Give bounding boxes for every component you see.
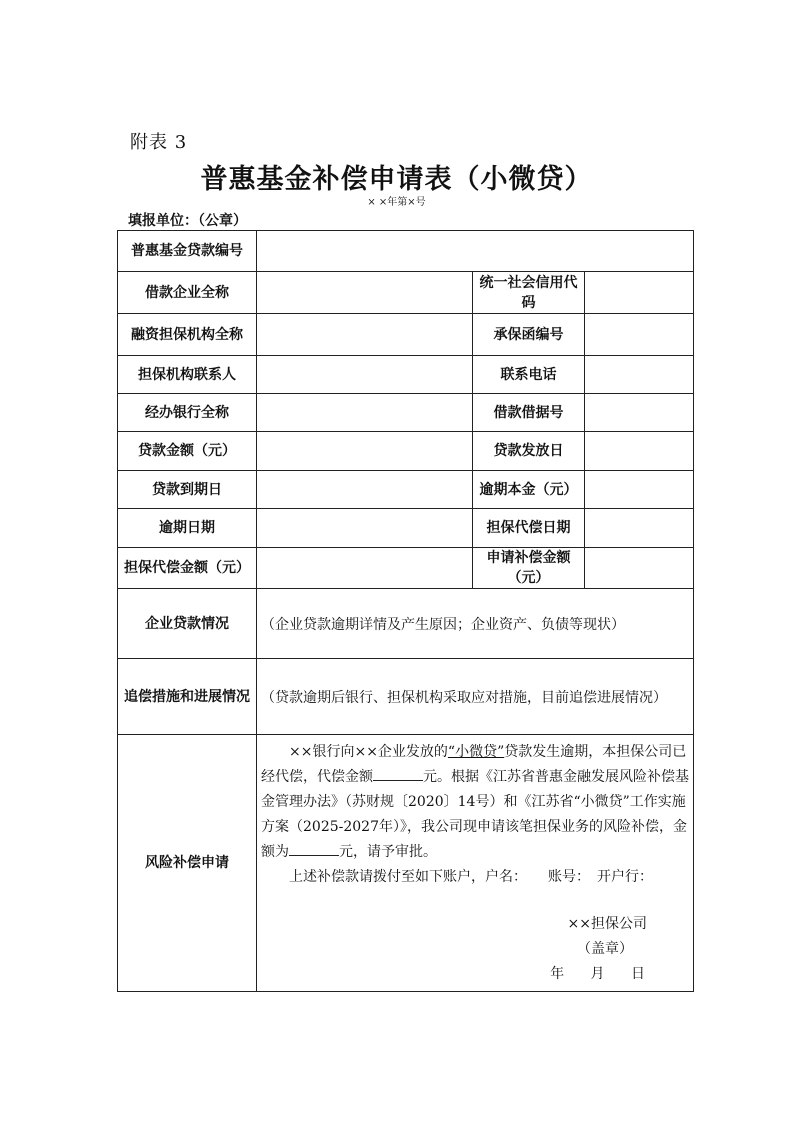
guarantor-contact-field[interactable] — [257, 356, 473, 394]
table-row — [118, 659, 694, 735]
issue-date-label: 贷款发放日 — [473, 432, 585, 471]
application-text-3: 元。根据《江苏省普惠金融发展风险补偿基金管理办法》（苏财规〔2020〕14号）和《江苏省“小微贷”工作实施方案（2025-2027年）》，我公司现申请该笔担保业务的风险补偿，金额为 — [261, 768, 689, 860]
guarantor-contact-label: 担保机构联系人 — [118, 356, 257, 394]
iou-number-field[interactable] — [585, 394, 694, 432]
iou-number-label: 借款借据号 — [473, 394, 585, 432]
table-row — [118, 394, 694, 432]
table-row — [118, 231, 694, 272]
table-row — [118, 432, 694, 471]
loan-amount-field[interactable] — [257, 432, 473, 471]
table-row — [118, 509, 694, 548]
guarantee-letter-no-label: 承保函编号 — [473, 314, 585, 356]
annex-label: 附表 3 — [130, 132, 188, 153]
filling-unit-label: 填报单位：（公章） — [128, 213, 247, 229]
borrower-name-label: 借款企业全称 — [118, 272, 257, 314]
guarantor-name-label: 融资担保机构全称 — [118, 314, 257, 356]
due-date-label: 贷款到期日 — [118, 471, 257, 509]
overdue-principal-label: 逾期本金（元） — [473, 471, 585, 509]
loan-amount-label: 贷款金额（元） — [118, 432, 257, 471]
recovery-field[interactable]: （贷款逾期后银行、担保机构采取应对措施，目前追偿进展情况） — [257, 659, 694, 735]
seal-label: （盖章） — [577, 940, 633, 957]
risk-application-label: 风险补偿申请 — [118, 735, 257, 992]
table-row — [118, 471, 694, 509]
signer-name: ××担保公司 — [567, 915, 647, 932]
borrower-name-field[interactable] — [257, 272, 473, 314]
requested-amount-blank[interactable] — [289, 841, 339, 856]
overdue-date-field[interactable] — [257, 509, 473, 548]
guarantee-letter-no-field[interactable] — [585, 314, 694, 356]
table-row — [118, 314, 694, 356]
loan-number-label: 普惠基金贷款编号 — [118, 231, 257, 272]
recovery-label: 追偿措施和进展情况 — [118, 659, 257, 735]
compensation-amount-field[interactable] — [257, 548, 473, 589]
application-text-2: 贷款发生逾期，本担保公司已经代偿，代偿金额 — [261, 743, 687, 785]
compensation-date-label: 担保代偿日期 — [473, 509, 585, 548]
loan-status-label: 企业贷款情况 — [118, 589, 257, 659]
product-name: “小微贷” — [447, 743, 505, 760]
table-row — [118, 735, 694, 992]
due-date-field[interactable] — [257, 471, 473, 509]
guarantor-name-field[interactable] — [257, 314, 473, 356]
sign-date: 年 月 日 — [550, 965, 645, 982]
apply-amount-field[interactable] — [585, 548, 694, 589]
application-form-table — [117, 230, 694, 992]
risk-application-statement — [257, 735, 694, 992]
compensation-date-field[interactable] — [585, 509, 694, 548]
account-line: 上述补偿款请拨付至如下账户，户名： 账号： 开户行： — [289, 868, 653, 885]
loan-number-field[interactable] — [257, 231, 694, 272]
phone-label: 联系电话 — [473, 356, 585, 394]
document-number: × ×年第×号 — [367, 197, 426, 208]
application-text-1: ××银行向××企业发放的 — [289, 743, 448, 760]
application-paragraph — [261, 740, 689, 865]
table-row — [118, 356, 694, 394]
form-title: 普惠基金补偿申请表（小微贷） — [200, 164, 593, 195]
bank-name-field[interactable] — [257, 394, 473, 432]
table-row — [118, 272, 694, 314]
issue-date-field[interactable] — [585, 432, 694, 471]
table-row — [118, 589, 694, 659]
credit-code-field[interactable] — [585, 272, 694, 314]
table-row — [118, 548, 694, 589]
bank-name-label: 经办银行全称 — [118, 394, 257, 432]
overdue-principal-field[interactable] — [585, 471, 694, 509]
overdue-date-label: 逾期日期 — [118, 509, 257, 548]
phone-field[interactable] — [585, 356, 694, 394]
compensation-amount-label: 担保代偿金额（元） — [118, 548, 257, 589]
loan-status-field[interactable]: （企业贷款逾期详情及产生原因；企业资产、负债等现状） — [257, 589, 694, 659]
compensation-amount-blank[interactable] — [373, 766, 423, 781]
credit-code-label: 统一社会信用代码 — [473, 272, 585, 314]
application-text-4: 元，请予审批。 — [339, 843, 437, 860]
apply-amount-label: 申请补偿金额（元） — [473, 548, 585, 589]
